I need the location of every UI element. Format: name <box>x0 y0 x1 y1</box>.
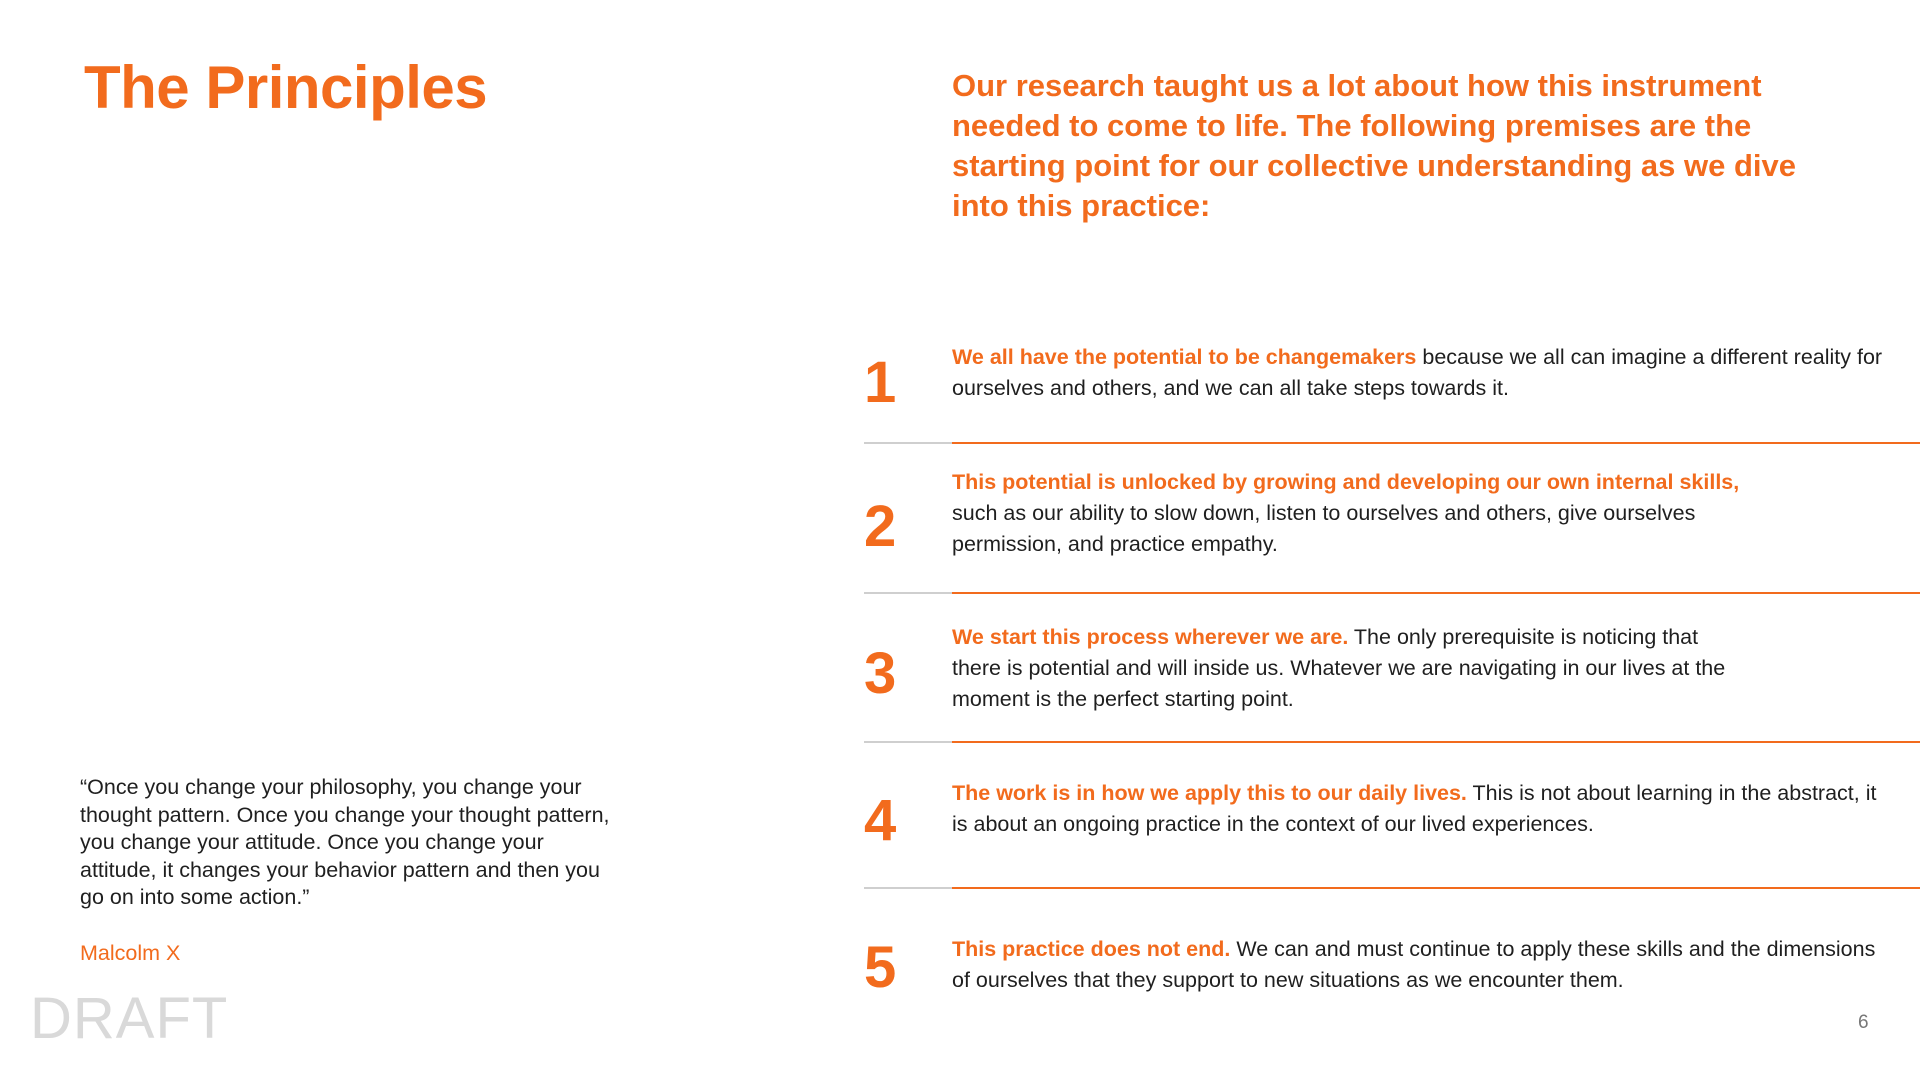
principle-text <box>952 467 1772 560</box>
quote-block <box>80 774 620 967</box>
principle-body: The only prerequisite is noticing that there is potential and will inside us. Whatever we are navigating in our lives at the moment is the perfect starting point. <box>952 625 1726 711</box>
page-number: 6 <box>1858 1012 1869 1033</box>
principle-highlight: This potential is unlocked by growing and developing our own internal skills, <box>952 470 1740 494</box>
divider-gray-segment <box>864 741 952 743</box>
principle-text <box>952 622 1752 715</box>
divider-orange-segment <box>952 887 1920 889</box>
page-title: The Principles <box>84 54 488 121</box>
principle-number: 1 <box>864 350 897 415</box>
principle-number: 3 <box>864 641 897 706</box>
principles-list <box>864 330 1920 1030</box>
principle-body: such as our ability to slow down, listen to ourselves and others, give ourselves permission, and practice empathy. <box>952 501 1696 556</box>
principle-number: 4 <box>864 788 897 853</box>
divider-gray-segment <box>864 887 952 889</box>
draft-watermark: DRAFT <box>30 986 229 1051</box>
principle-highlight: This practice does not end. <box>952 937 1231 961</box>
principle-body: We can and must continue to apply these skills and the dimensions of ourselves that they support to new situations as we encounter them. <box>952 937 1876 992</box>
principle-number: 5 <box>864 935 897 1000</box>
principle-text <box>952 342 1892 404</box>
principle-body: because we all can imagine a different reality for ourselves and others, and we can all take steps towards it. <box>952 345 1883 400</box>
principle-highlight: We start this process wherever we are. <box>952 625 1349 649</box>
quote-author: Malcolm X <box>80 940 181 965</box>
principle-text <box>952 778 1892 840</box>
intro-paragraph: Our research taught us a lot about how this instrument needed to come to life. The following premises are the starting point for our collective understanding as we dive into this practice: <box>952 68 1797 223</box>
divider-orange-segment <box>952 442 1920 444</box>
divider-gray-segment <box>864 442 952 444</box>
principle-text <box>952 934 1892 996</box>
principle-highlight: We all have the potential to be changemakers <box>952 345 1417 369</box>
principle-body: This is not about learning in the abstract, it is about an ongoing practice in the context of our lived experiences. <box>952 781 1877 836</box>
divider-orange-segment <box>952 741 1920 743</box>
principle-highlight: The work is in how we apply this to our daily lives. <box>952 781 1467 805</box>
principle-number: 2 <box>864 494 897 559</box>
quote-text: “Once you change your philosophy, you change your thought pattern. Once you change your thought pattern, you change your attitude. Once you change your attitude, it changes your behavior pattern and then you go on into some action.” <box>80 775 610 909</box>
divider-gray-segment <box>864 592 952 594</box>
divider-orange-segment <box>952 592 1920 594</box>
